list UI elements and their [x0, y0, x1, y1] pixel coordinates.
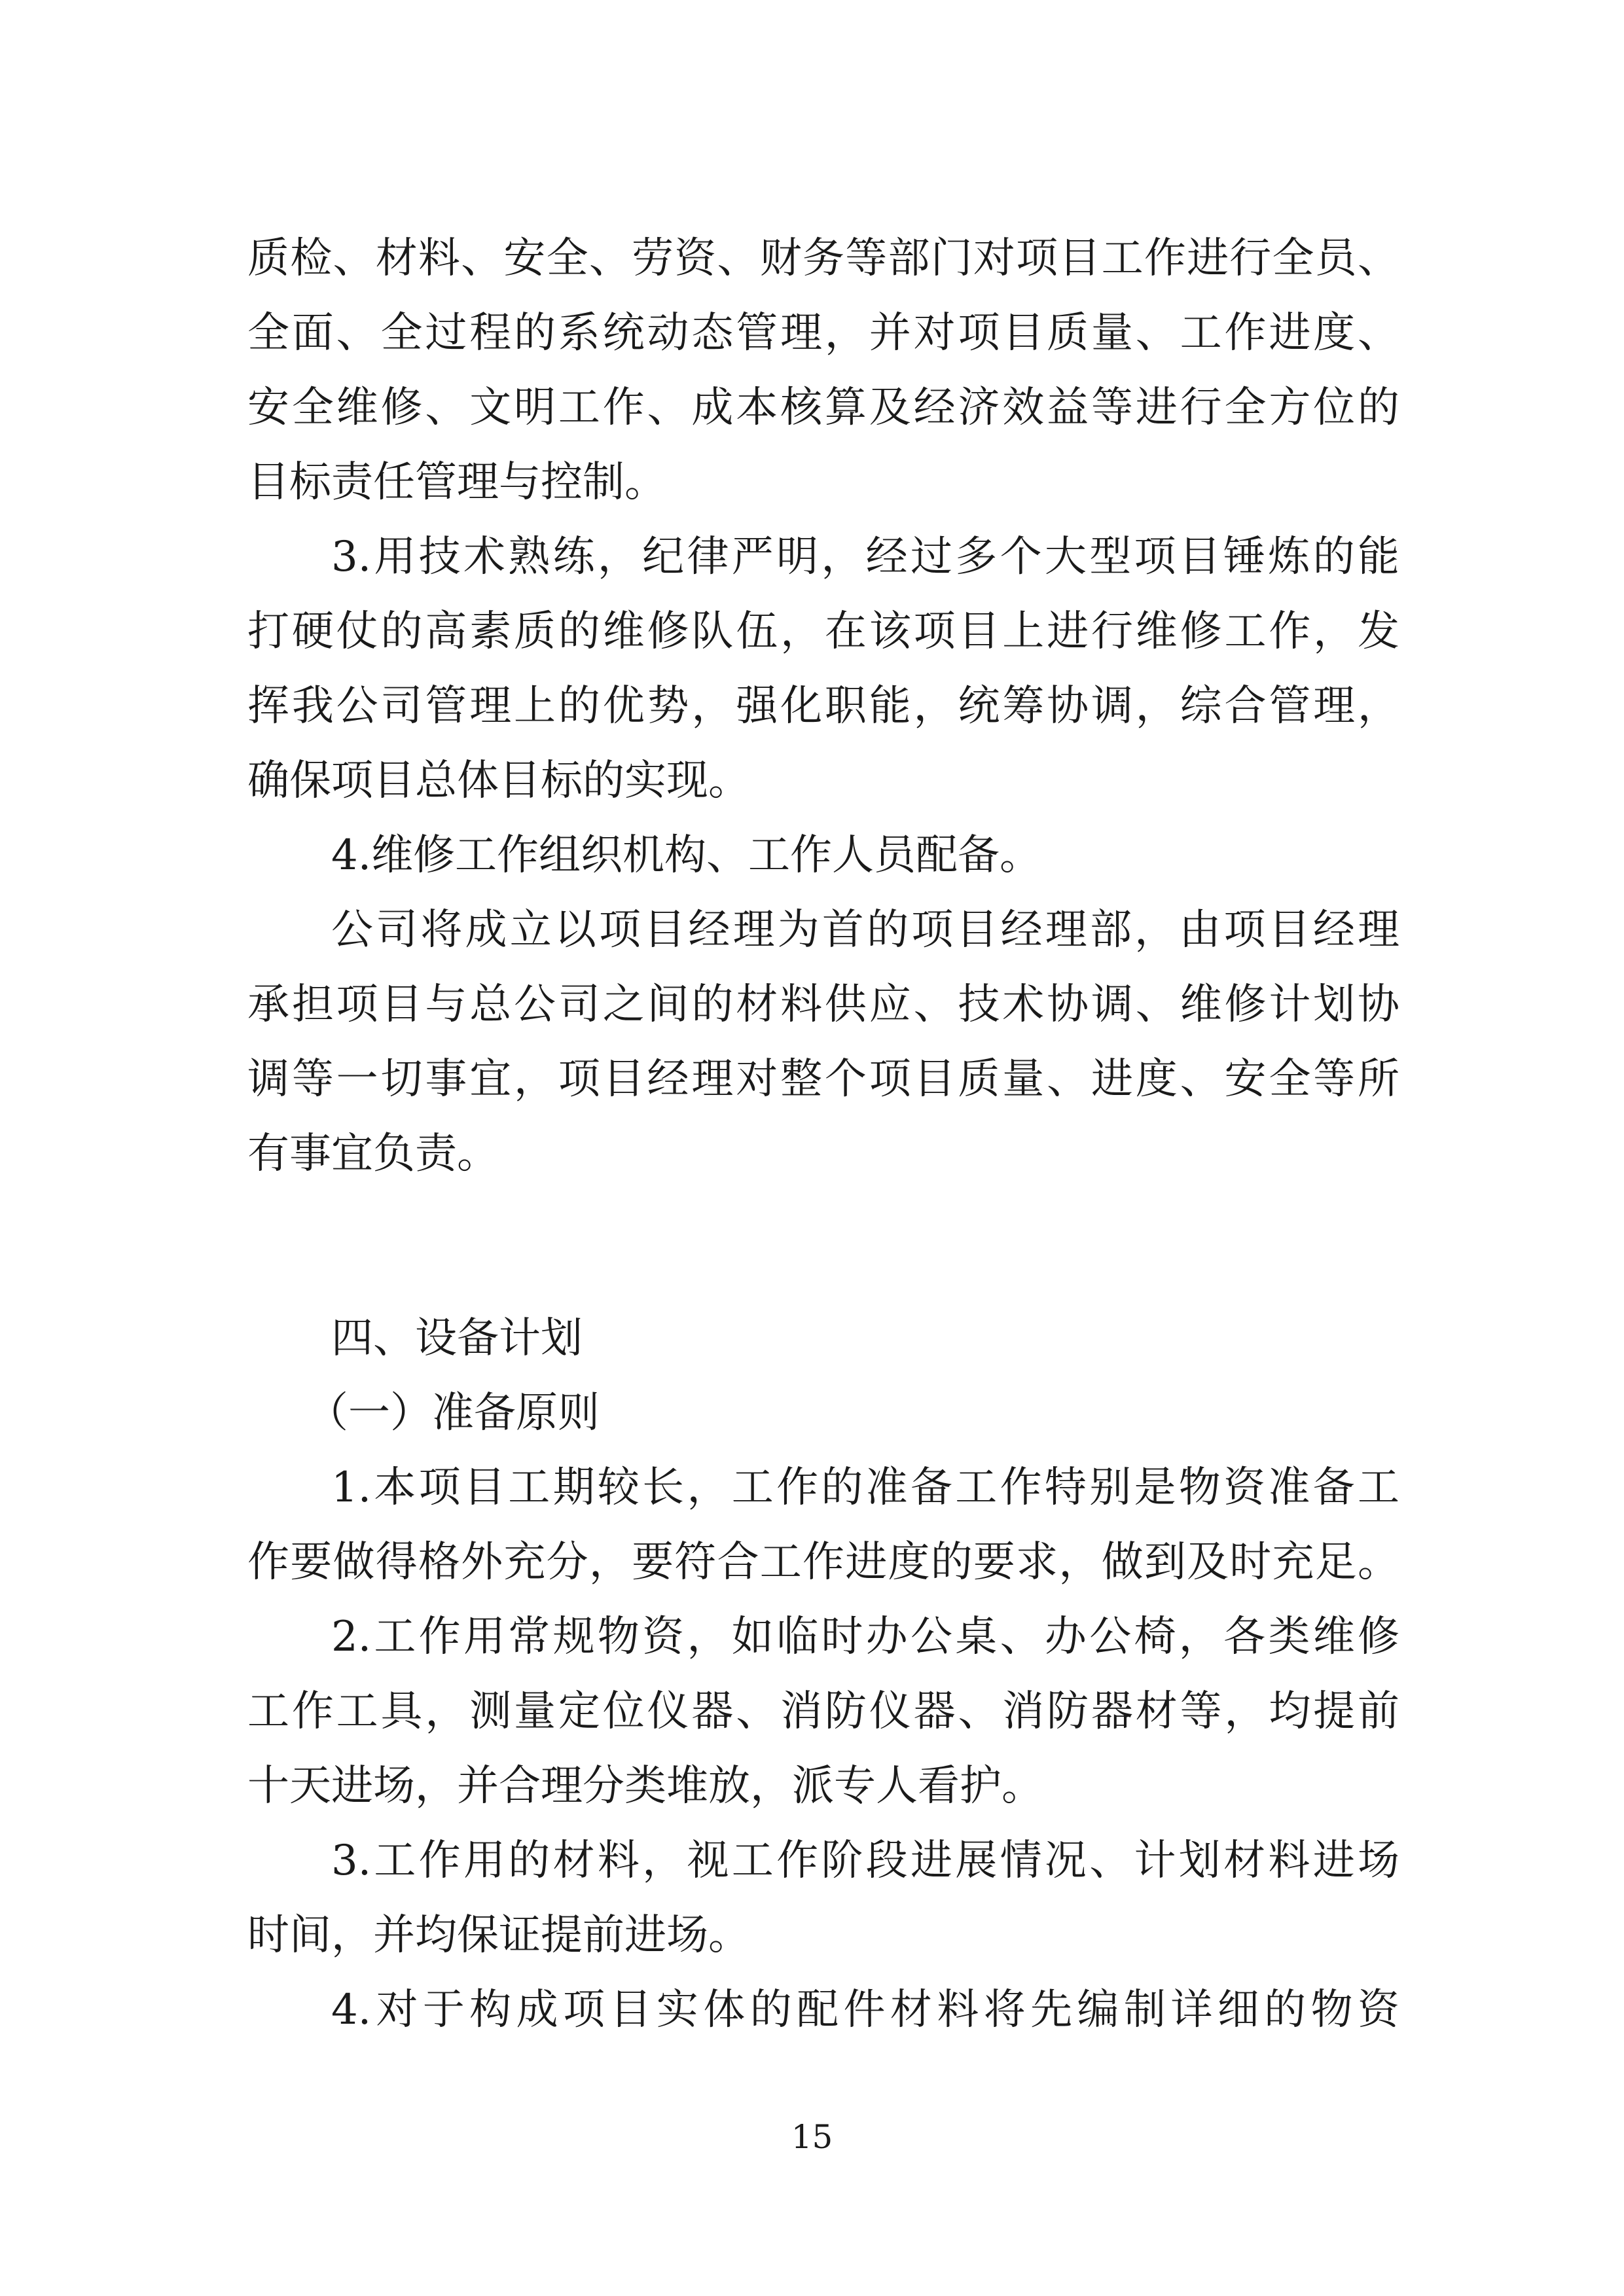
text-line: 3.工作用的材料，视工作阶段进展情况、计划材料进场: [331, 1837, 1399, 1885]
text-line: 挥我公司管理上的优势，强化职能，统筹协调，综合管理，: [247, 682, 1399, 730]
page-number: 15: [791, 2118, 833, 2156]
text-line: 1.本项目工期较长，工作的准备工作特别是物资准备工: [331, 1463, 1399, 1512]
text-line: 有事宜负责。: [247, 1130, 499, 1178]
text-line: 确保项目总体目标的实现。: [247, 757, 750, 805]
text-line: 2.工作用常规物资，如临时办公桌、办公椅，各类维修: [331, 1613, 1399, 1661]
text-line: 十天进场，并合理分类堆放，派专人看护。: [247, 1762, 1043, 1810]
section-heading: 四、设备计划: [331, 1314, 583, 1363]
text-line: 3.用技术熟练，纪律严明，经过多个大型项目锤炼的能: [331, 533, 1399, 581]
text-line: 4.对于构成项目实体的配件材料将先编制详细的物资: [331, 1986, 1399, 2034]
text-line: 安全维修、文明工作、成本核算及经济效益等进行全方位的: [247, 384, 1399, 432]
text-line: 时间，并均保证提前进场。: [247, 1911, 750, 1960]
text-line: 工作工具，测量定位仪器、消防仪器、消防器材等，均提前: [247, 1687, 1399, 1736]
text-line: 承担项目与总公司之间的材料供应、技术协调、维修计划协: [247, 980, 1399, 1029]
text-line: 全面、全过程的系统动态管理，并对项目质量、工作进度、: [247, 309, 1399, 357]
text-line: 调等一切事宜，项目经理对整个项目质量、进度、安全等所: [247, 1055, 1399, 1103]
subsection-heading: （一）准备原则: [306, 1389, 600, 1437]
text-line: 作要做得格外充分，要符合工作进度的要求，做到及时充足。: [247, 1538, 1399, 1587]
text-line: 公司将成立以项目经理为首的项目经理部，由项目经理: [331, 906, 1399, 954]
text-line: 目标责任管理与控制。: [247, 458, 666, 507]
text-line: 4.维修工作组织机构、工作人员配备。: [331, 831, 1042, 880]
text-line: 质检、材料、安全、劳资、财务等部门对项目工作进行全员、: [247, 234, 1399, 283]
text-line: 打硬仗的高素质的维修队伍，在该项目上进行维修工作，发: [247, 607, 1399, 656]
